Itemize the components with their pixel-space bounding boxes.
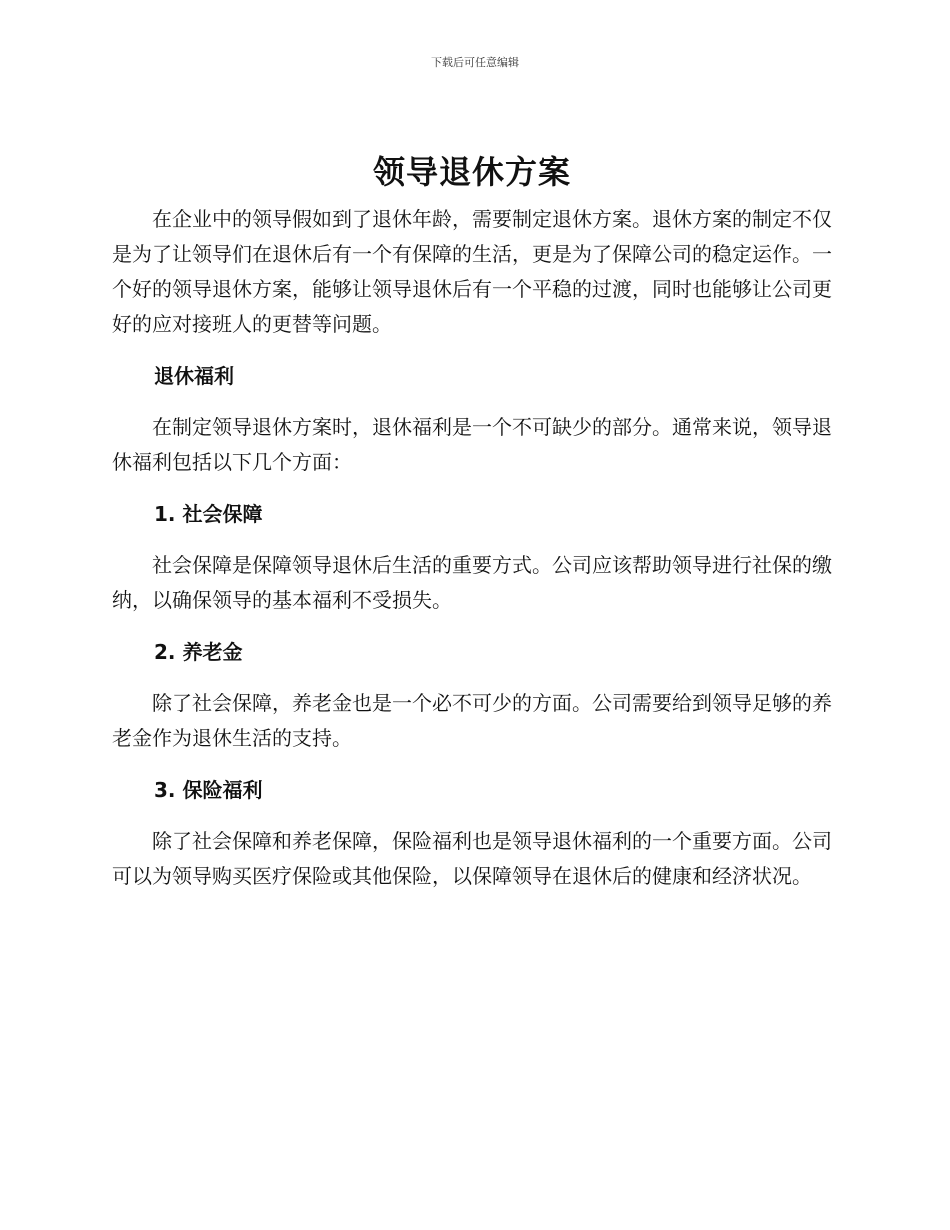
section-heading-pension: 2. 养老金: [154, 640, 243, 664]
header-note: 下载后可任意编辑: [431, 56, 519, 69]
section-paragraph-pension: 除了社会保障，养老金也是一个必不可少的方面。公司需要给到领导足够的养老金作为退休生活的支持。: [112, 691, 832, 750]
section-paragraph-insurance: 除了社会保障和养老保障，保险福利也是领导退休福利的一个重要方面。公司可以为领导购买医疗保险或其他保险，以保障领导在退休后的健康和经济状况。: [112, 829, 832, 888]
section-paragraph-benefits: 在制定领导退休方案时，退休福利是一个不可缺少的部分。通常来说，领导退休福利包括以下几个方面：: [112, 415, 832, 474]
section-paragraph-social: 社会保障是保障领导退休后生活的重要方式。公司应该帮助领导进行社保的缴纳，以确保领导的基本福利不受损失。: [112, 553, 832, 612]
section-heading-benefits: 退休福利: [154, 364, 234, 388]
intro-paragraph: 在企业中的领导假如到了退休年龄，需要制定退休方案。退休方案的制定不仅是为了让领导们在退休后有一个有保障的生活，更是为了保障公司的稳定运作。一个好的领导退休方案，能够让领导退休后有一个平稳的过渡，同时也能够让公司更好的应对接班人的更替等问题。: [112, 207, 832, 336]
section-heading-social: 1. 社会保障: [154, 502, 263, 526]
section-heading-insurance: 3. 保险福利: [154, 778, 263, 802]
document-title: 领导退休方案: [372, 153, 571, 191]
document-body: [112, 148, 832, 894]
